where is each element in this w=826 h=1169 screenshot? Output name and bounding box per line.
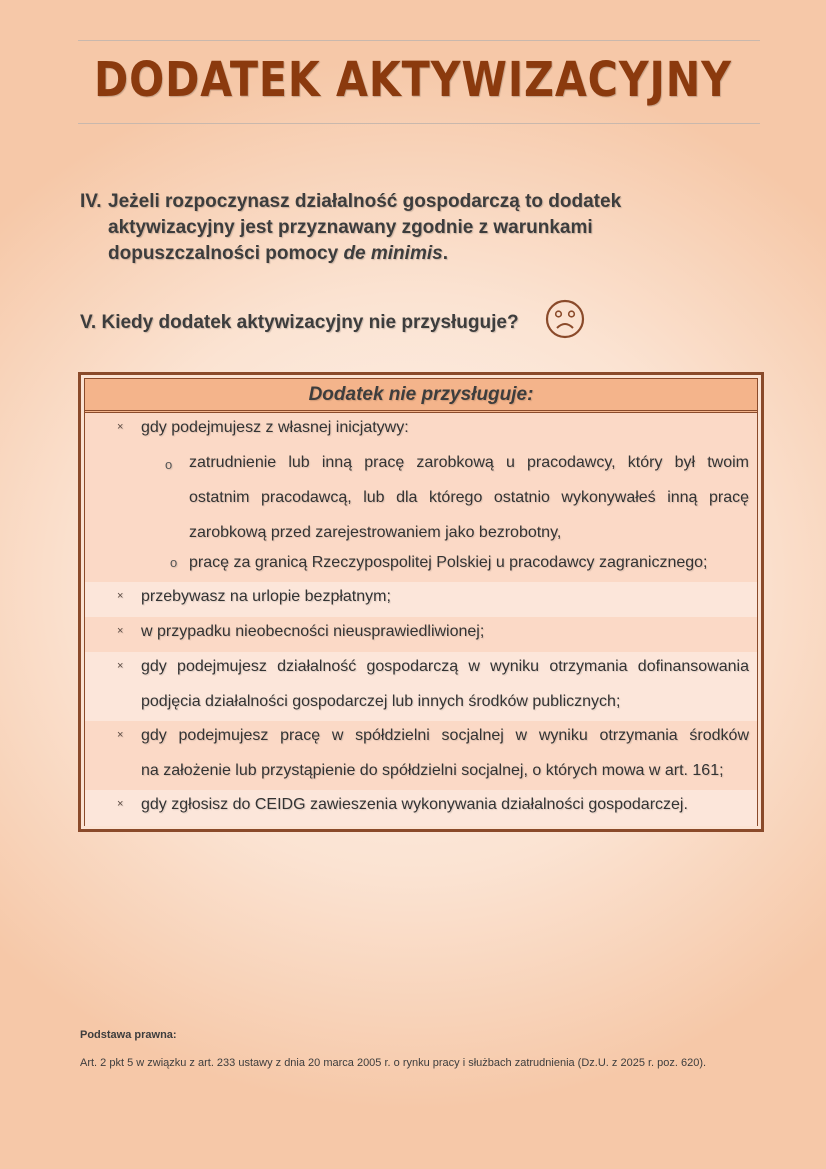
sub-bullet-icon: o — [170, 555, 178, 570]
section-iv-line-3 — [80, 241, 700, 267]
sub-item-line: zatrudnienie lub inną pracę zarobkową u pracodawcy, który był twoim — [189, 454, 749, 471]
table-header: Dodatek nie przysługuje: — [85, 379, 757, 413]
section-iv-line-3-prefix: dopuszczalności pomocy — [108, 243, 344, 264]
row-text: gdy podejmujesz pracę w spółdzielni socjalnej w wyniku otrzymania środków — [141, 727, 749, 744]
legal-basis-heading: Podstawa prawna: — [80, 1029, 177, 1041]
table-row — [85, 652, 757, 722]
sub-item-line: pracę za granicą Rzeczypospolitej Polskiej u pracodawcy zagranicznego; — [189, 554, 708, 571]
page-title: DODATEK AKTYWIZACYJNY — [94, 52, 732, 108]
section-iv-number: IV. — [80, 191, 102, 212]
legal-basis-text: Art. 2 pkt 5 w związku z art. 233 ustawy z dnia 20 marca 2005 r. o rynku pracy i służbach zatrudnienia (Dz.U. z 2025 r. poz. 620). — [80, 1057, 707, 1069]
table-row — [85, 790, 757, 826]
row-text: gdy zgłosisz do CEIDG zawieszenia wykonywania działalności gospodarczej. — [141, 796, 688, 813]
bullet-x-icon: × — [117, 660, 124, 672]
section-v-heading: V. Kiedy dodatek aktywizacyjny nie przysługuje? — [80, 312, 519, 333]
section-iv — [80, 189, 700, 267]
exclusions-table — [78, 372, 764, 832]
row-text: podjęcia działalności gospodarczej lub innych środków publicznych; — [141, 693, 621, 710]
sub-bullet-icon: o — [165, 457, 173, 472]
bullet-x-icon: × — [117, 729, 124, 741]
table-row — [85, 617, 757, 653]
title-divider — [78, 123, 760, 124]
row-text: na założenie lub przystąpienie do spółdzielni socjalnej, o których mowa w art. 161; — [141, 762, 724, 779]
bullet-x-icon: × — [117, 625, 124, 637]
sub-item-line: zarobkową przed zarejestrowaniem jako bezrobotny, — [189, 524, 562, 541]
sad-face-icon — [545, 299, 585, 339]
row-text: w przypadku nieobecności nieusprawiedliwionej; — [141, 623, 485, 640]
de-minimis-term: de minimis — [343, 243, 443, 264]
section-iv-line-3-suffix: . — [442, 243, 448, 264]
section-iv-line-1: Jeżeli rozpoczynasz działalność gospodarczą to dodatek — [108, 191, 622, 212]
bullet-x-icon: × — [117, 421, 124, 433]
exclusions-table-inner — [84, 378, 758, 826]
bullet-x-icon: × — [117, 590, 124, 602]
sub-item-line: ostatnim pracodawcą, lub dla którego ostatnio wykonywałeś inną pracę — [189, 489, 749, 506]
row-text: gdy podejmujesz z własnej inicjatywy: — [141, 419, 409, 436]
bullet-x-icon: × — [117, 798, 124, 810]
section-iv-line-2: aktywizacyjny jest przyznawany zgodnie z warunkami — [108, 217, 593, 238]
table-row — [85, 582, 757, 618]
row-text: przebywasz na urlopie bezpłatnym; — [141, 588, 391, 605]
top-divider — [78, 40, 760, 41]
table-row — [85, 413, 757, 583]
table-row — [85, 721, 757, 791]
row-text: gdy podejmujesz działalność gospodarczą w wyniku otrzymania dofinansowania — [141, 658, 749, 675]
